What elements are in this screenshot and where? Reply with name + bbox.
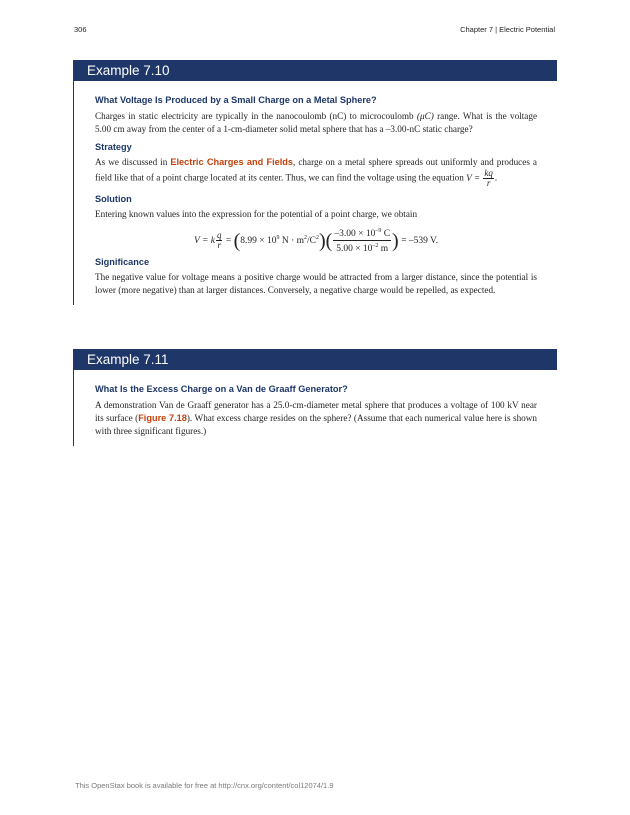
- solution-heading: Solution: [95, 194, 132, 204]
- eq-result: = –539 V.: [398, 236, 439, 247]
- intro-unit: (μC): [416, 111, 434, 121]
- eq-den-exp: –2: [372, 243, 379, 250]
- intro-text-a: Charges in static electricity are typically in the nanocoulomb (nC) to microcoulomb: [95, 111, 414, 121]
- significance-heading: Significance: [95, 257, 150, 267]
- eq-k-exp: 9: [276, 235, 280, 241]
- strategy-heading: Strategy: [95, 142, 132, 152]
- eq-lhs: V = k: [193, 236, 215, 247]
- significance-paragraph: The negative value for voltage means a positive charge would be attracted from a larger distance, since the potential is lower (more negative) than at larger distances. Conversely, a negative charge would be repelled, as expected.: [95, 272, 537, 295]
- link-electric-charges[interactable]: Electric Charges and Fields: [170, 157, 294, 167]
- solution-equation: V = k $\frac{q}{r}$ = ($8.99 \times 10^9$ $N \cdot m^2/C^2$)( $\frac{-3.00 \times 10^{-9} C}{5.00 \times 10^{-2} m}$ ) = –539 V.: [193, 228, 439, 255]
- example-label: Example 7.11: [74, 349, 557, 370]
- example-title: What Is the Excess Charge on a Van de Graaff Generator?: [95, 384, 348, 394]
- example2-text-a: A demonstration Van de Graaff generator has a 25.0-cm-diameter metal sphere that produces a voltage of 100 kV near its surface (: [95, 400, 537, 423]
- strategy-eq-lhs: V =: [466, 172, 483, 183]
- intro-paragraph: [95, 110, 537, 136]
- example-label: Example 7.10: [74, 60, 557, 81]
- strategy-equation: [466, 168, 498, 188]
- eq-den: 5.00 × 10: [336, 244, 373, 255]
- strategy-text-b: , charge on a metal sphere spreads out uniformly and produces a field like that of a point charge located at its center. Thus, we can find the voltage using the equation: [95, 157, 537, 183]
- page-number: 306: [74, 25, 87, 34]
- eq-equals: =: [223, 236, 234, 247]
- chapter-title: Chapter 7 | Electric Potential: [460, 25, 555, 34]
- eq-k: 8.99 × 10: [240, 236, 277, 247]
- eq-k-unit2-exp: 2: [316, 235, 319, 241]
- eq-k-unit2: /C: [307, 236, 316, 247]
- page-footer: This OpenStax book is available for free at http://cnx.org/content/col12074/1.9: [75, 781, 334, 790]
- eq-k-unit-exp: 2: [304, 235, 308, 241]
- example2-text-b: ). What excess charge resides on the sphere? (Assume that each numerical value here is shown with three significant figures.): [95, 413, 537, 436]
- example-7-10: [73, 60, 557, 305]
- strategy-paragraph: [95, 156, 537, 188]
- eq-den-unit: m: [378, 244, 389, 255]
- strategy-eq-end: .: [494, 172, 498, 183]
- eq-q: q: [216, 230, 222, 241]
- strategy-eq-num: kq: [484, 168, 493, 178]
- eq-num-exp: –9: [375, 228, 382, 235]
- eq-k-unit: N · m: [279, 236, 305, 247]
- example-title: What Voltage Is Produced by a Small Charge on a Metal Sphere?: [95, 95, 377, 105]
- solution-paragraph: Entering known values into the expression for the potential of a point charge, we obtain: [95, 209, 418, 219]
- strategy-text-a: As we discussed in: [95, 157, 168, 167]
- example2-paragraph: [95, 399, 537, 438]
- intro-text-b: range. What is the voltage 5.00 cm away from the center of a 1-cm-diameter solid metal sphere that has a –3.00-nC static charge?: [95, 111, 538, 134]
- eq-num: –3.00 × 10: [334, 229, 376, 240]
- eq-r: r: [217, 240, 221, 251]
- strategy-eq-den: r: [486, 178, 491, 188]
- example-7-11: [73, 349, 557, 446]
- eq-num-unit: C: [381, 229, 391, 240]
- link-figure-7-18[interactable]: Figure 7.18: [138, 413, 187, 423]
